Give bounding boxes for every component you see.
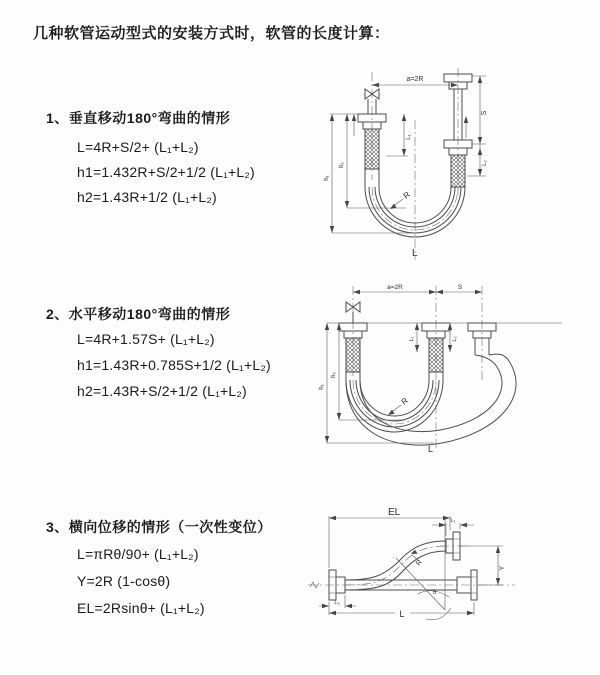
label-l2: L₂ [334, 600, 340, 606]
hose-braid [451, 155, 465, 187]
label-h2: h₂ [339, 162, 345, 168]
section-3-formula-Y: Y=2R (1-cosθ) [77, 573, 171, 589]
break-mark [310, 582, 319, 588]
radius-leader [388, 396, 410, 415]
label-l1: L₁ [450, 518, 456, 524]
centerlines [308, 546, 515, 585]
section-2-formula-L: L=4R+1.57S+ (L₁+L₂) [77, 331, 215, 347]
dimension-l1 [386, 114, 412, 156]
dimension-y [460, 546, 506, 585]
label-l2: L₂ [482, 160, 488, 166]
label-l2: L₂ [452, 336, 458, 342]
section-1-heading: 1、垂直移动180°弯曲的情形 [46, 110, 231, 126]
label-h1: h₁ [319, 384, 325, 390]
page-title: 几种软管运动型式的安装方式时，软管的长度计算： [33, 25, 390, 42]
label-r: R [401, 189, 412, 201]
hose-braid [346, 338, 360, 372]
dimension-el [329, 507, 450, 568]
left-pipe-flange [339, 323, 367, 380]
dimension-l2 [467, 144, 488, 176]
hose-braid [365, 129, 379, 169]
radius-leader [411, 550, 424, 567]
label-y: Y [499, 565, 506, 571]
label-l: L [399, 609, 405, 619]
section-2-heading: 2、水平移动180°弯曲的情形 [46, 306, 231, 322]
diagram-lateral-displacement [300, 498, 595, 658]
centerlines [372, 68, 458, 260]
label-h2: h₂ [331, 372, 337, 378]
label-l1: L₁ [409, 336, 415, 342]
section-1-formula-h2: h2=1.43R+1/2 (L₁+L₂) [77, 189, 217, 205]
label-a2r: a=2R [406, 76, 424, 83]
label-l1: L₁ [406, 134, 412, 140]
section-1-formula-h1: h1=1.432R+S/2+1/2 (L₁+L₂) [77, 164, 255, 180]
radius-leader [390, 190, 412, 209]
dimension-s [472, 76, 488, 144]
s-curve-hose [345, 541, 446, 590]
label-l: L [412, 248, 418, 259]
hose-braid [429, 338, 443, 372]
diagram-vertical-180-bend [310, 68, 595, 264]
section-3-formula-EL: EL=2Rsinθ+ (L₁+L₂) [77, 600, 205, 616]
dimension-s [436, 284, 482, 294]
diagram-horizontal-180-bend [310, 280, 600, 455]
label-r: R [399, 395, 410, 407]
label-l: L [428, 444, 434, 454]
label-r: R [415, 558, 424, 568]
section-3-formula-L: L=πRθ/90+ (L₁+L₂) [77, 546, 199, 562]
dimension-h2 [331, 323, 405, 420]
label-s: S [481, 110, 488, 116]
dimension-a2r [353, 284, 436, 294]
dimension-l2 [319, 595, 356, 608]
section-2-formula-h2: h2=1.43R+S/2+1/2 (L₁+L₂) [77, 383, 247, 399]
label-a2r: a=2R [387, 284, 403, 291]
label-h1: h₁ [324, 175, 330, 181]
section-1-formula-L: L=4R+S/2+ (L₁+L₂) [77, 139, 199, 155]
dimension-l1 [409, 323, 419, 352]
section-3-heading: 3、横向位移的情形（一次性变位） [46, 519, 272, 535]
label-theta: θ [433, 590, 437, 596]
dimension-l2 [448, 323, 458, 352]
section-2-formula-h1: h1=1.43R+0.785S+1/2 (L₁+L₂) [77, 357, 271, 373]
label-s: S [457, 284, 463, 291]
label-el: EL [388, 507, 401, 518]
angle-theta [396, 518, 451, 620]
middle-pipe-flange [422, 323, 450, 380]
